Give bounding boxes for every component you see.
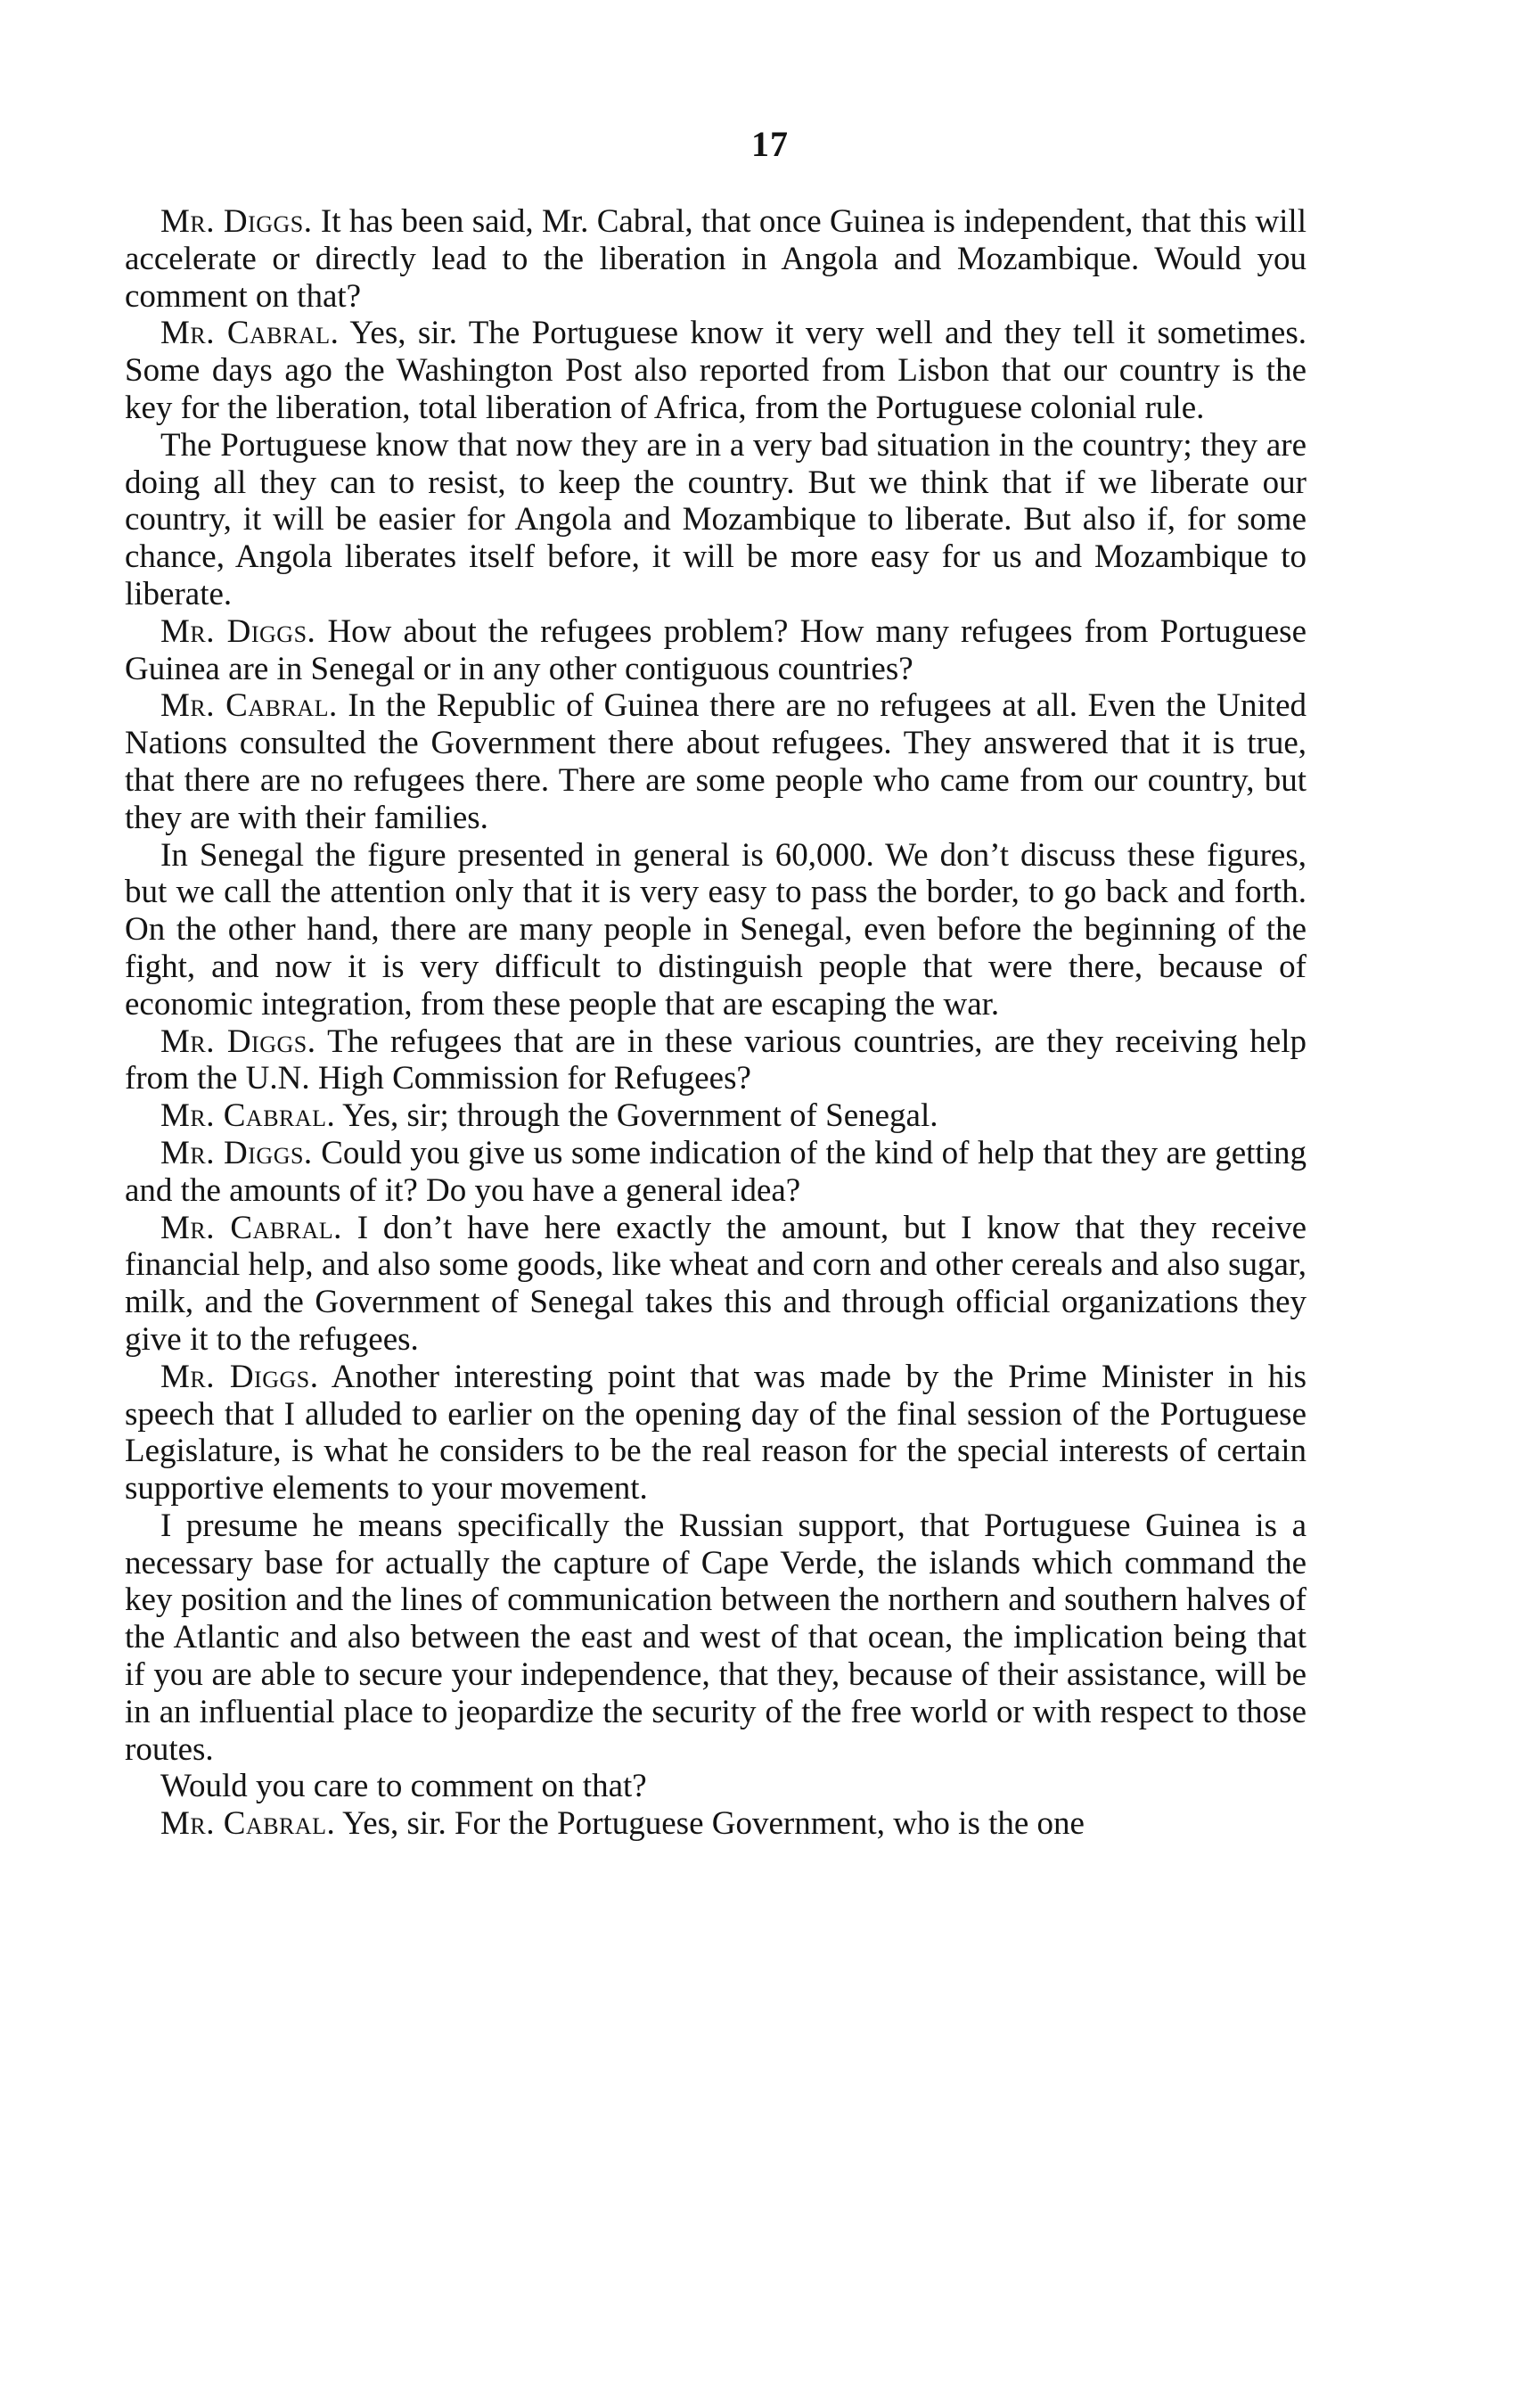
speaker-name: Mr. Diggs. — [160, 203, 313, 240]
body-text — [125, 203, 1307, 1843]
paragraph — [125, 1805, 1307, 1843]
page-number: 17 — [751, 124, 789, 164]
paragraph-text: I presume he means specifically the Russian support, that Portuguese Guinea is a necessary base for actually the capture of Cape Verde, the islands which command the key position and the lines of communication between the northern and southern halves of the Atlantic and also between the east and west of that ocean, the implication being that if you are able to secure your independence, that they, because of their assistance, will be in an influential place to jeopardize the security of the free world or with respect to those routes. — [125, 1507, 1307, 1768]
paragraph-text: The Portuguese know that now they are in a very bad situation in the country; they are doing all they can to resist, to keep the country. But we think that if we liberate our country, it will be easier for Angola and Mozambique to liberate. But also if, for some chance, Angola liberates itself before, it will be more easy for us and Mozambique to liberate. — [125, 426, 1307, 612]
paragraph-text: I don’t have here exactly the amount, but I know that they receive financial help, and also some goods, like wheat and corn and other cereals and also sugar, milk, and the Government of Senegal takes this and through official organizations they give it to the refugees. — [125, 1209, 1307, 1358]
speaker-name: Mr. Diggs. — [160, 1134, 313, 1171]
paragraph — [125, 203, 1307, 315]
speaker-name: Mr. Diggs. — [160, 612, 316, 650]
speaker-name: Mr. Cabral. — [160, 687, 338, 725]
paragraph-text: Yes, sir. For the Portuguese Government, who is the one — [335, 1805, 1085, 1843]
speaker-name: Mr. Cabral. — [160, 1805, 336, 1843]
paragraph-text: Yes, sir; through the Government of Senegal. — [335, 1097, 938, 1135]
paragraph-text: It has been said, Mr. Cabral, that once Guinea is independent, that this will accelerate or directly lead to the liberation in Angola and Mozambique. Would you comment on that? — [125, 203, 1307, 315]
paragraph-text: In the Republic of Guinea there are no refugees at all. Even the United Nations consulted the Government there about refugees. They answered that it is true, that there are no refugees there. There are some people who came from our country, but they are with their families. — [125, 687, 1307, 836]
paragraph — [125, 1023, 1307, 1098]
paragraph-text: In Senegal the figure presented in general is 60,000. We don’t discuss these figures, but we call the attention only that it is very easy to pass the border, to go back and forth. On the other hand, there are many people in Senegal, even before the beginning of the fight, and now it is very difficult to distinguish people that were there, because of economic integration, from these people that are escaping the war. — [125, 836, 1307, 1023]
paragraph — [125, 427, 1307, 613]
speaker-name: Mr. Cabral. — [160, 1097, 336, 1135]
paragraph — [125, 315, 1307, 426]
paragraph-text: Another interesting point that was made by the Prime Minister in his speech that I alluded to earlier on the opening day of the final session of the Portuguese Legislature, is what he considers to be the real reason for the special interests of certain supportive elements to your movement. — [125, 1358, 1307, 1507]
speaker-name: Mr. Diggs. — [160, 1358, 319, 1395]
paragraph-text: Could you give us some indication of the kind of help that they are getting and the amounts of it? Do you have a general idea? — [125, 1134, 1307, 1209]
paragraph — [125, 1210, 1307, 1359]
paragraph — [125, 1768, 1307, 1805]
paragraph-text: Would you care to comment on that? — [160, 1768, 647, 1805]
paragraph — [125, 1097, 1307, 1135]
speaker-name: Mr. Cabral. — [160, 1209, 342, 1246]
paragraph — [125, 1135, 1307, 1210]
paragraph — [125, 687, 1307, 836]
paragraph-text: How about the refugees problem? How many refugees from Portuguese Guinea are in Senegal or in any other contiguous countries? — [125, 612, 1307, 687]
speaker-name: Mr. Cabral. — [160, 315, 340, 352]
paragraph — [125, 837, 1307, 1023]
paragraph-text: Yes, sir. The Portuguese know it very well and they tell it sometimes. Some days ago the Washington Post also reported from Lisbon that our country is the key for the liberation, total liberation of Africa, from the Portuguese colonial rule. — [125, 315, 1307, 426]
speaker-name: Mr. Diggs. — [160, 1023, 316, 1060]
paragraph — [125, 1507, 1307, 1769]
paragraph — [125, 1359, 1307, 1507]
paragraph-text: The refugees that are in these various countries, are they receiving help from the U.N. High Commission for Refugees? — [125, 1023, 1307, 1097]
paragraph — [125, 613, 1307, 688]
